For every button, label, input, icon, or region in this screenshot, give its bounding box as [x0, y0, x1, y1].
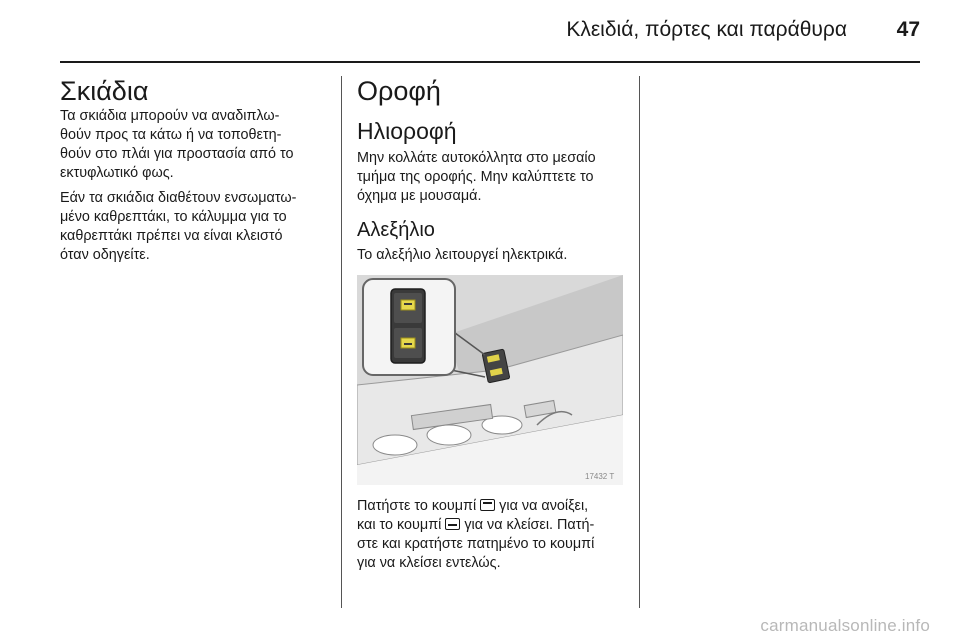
subsection-title-sunblind: Αλεξήλιο — [357, 219, 435, 241]
instr-rest: στε και κρατήστε πατημένο το κουμπί για να κλείσει εντελώς. — [357, 536, 595, 571]
watermark: carmanualsonline.info — [760, 616, 930, 635]
paragraph-sunblind-instructions — [357, 497, 627, 573]
instr-line1-b: για να ανοίξει, — [495, 498, 589, 514]
sunblind-switch-figure — [357, 275, 623, 485]
roof-console-illustration — [357, 275, 623, 485]
instr-line1-a: Πατήστε το κουμπί — [357, 498, 481, 514]
figure-code: 17432 T — [585, 472, 615, 481]
paragraph-sunblind: Το αλεξήλιο λειτουργεί ηλεκτρικά. — [357, 247, 568, 263]
subheading-sunroof: Ηλιοροφή — [357, 118, 457, 144]
sunblind-open-icon — [480, 499, 495, 511]
paragraph-sunroof: Μην κολλάτε αυτοκόλλητα στο μεσαίο τμήμα της οροφής. Μην καλύπτετε το όχημα με μουσαμά. — [357, 150, 596, 204]
section-heading-roof: Οροφή — [357, 76, 441, 106]
column-divider-left — [341, 76, 342, 608]
sunblind-close-icon — [445, 518, 460, 530]
instr-line2-b: για να κλείσει. Πατή- — [460, 517, 595, 533]
column-roof — [357, 76, 627, 579]
page-number: 47 — [896, 18, 920, 41]
column-sun-visors — [60, 76, 330, 271]
section-heading-sun-visors: Σκιάδια — [60, 76, 149, 106]
header-rule — [60, 61, 920, 63]
running-header-title: Κλειδιά, πόρτες και παράθυρα — [566, 18, 847, 41]
column-divider-right — [639, 76, 640, 608]
instr-line2-a: και το κουμπί — [357, 517, 446, 533]
paragraph-sun-visors-1: Τα σκιάδια μπορούν να αναδιπλω- θούν προς τα κάτω ή να τοποθετη- θούν στο πλάι για προστασία από το εκτυφλωτικό φως. — [60, 108, 294, 181]
paragraph-sun-visors-2: Εάν τα σκιάδια διαθέτουν ενσωματω- μένο καθρεπτάκι, το κάλυμμα για το καθρεπτάκι πρέπει να είναι κλειστό όταν οδηγείτε. — [60, 190, 297, 263]
